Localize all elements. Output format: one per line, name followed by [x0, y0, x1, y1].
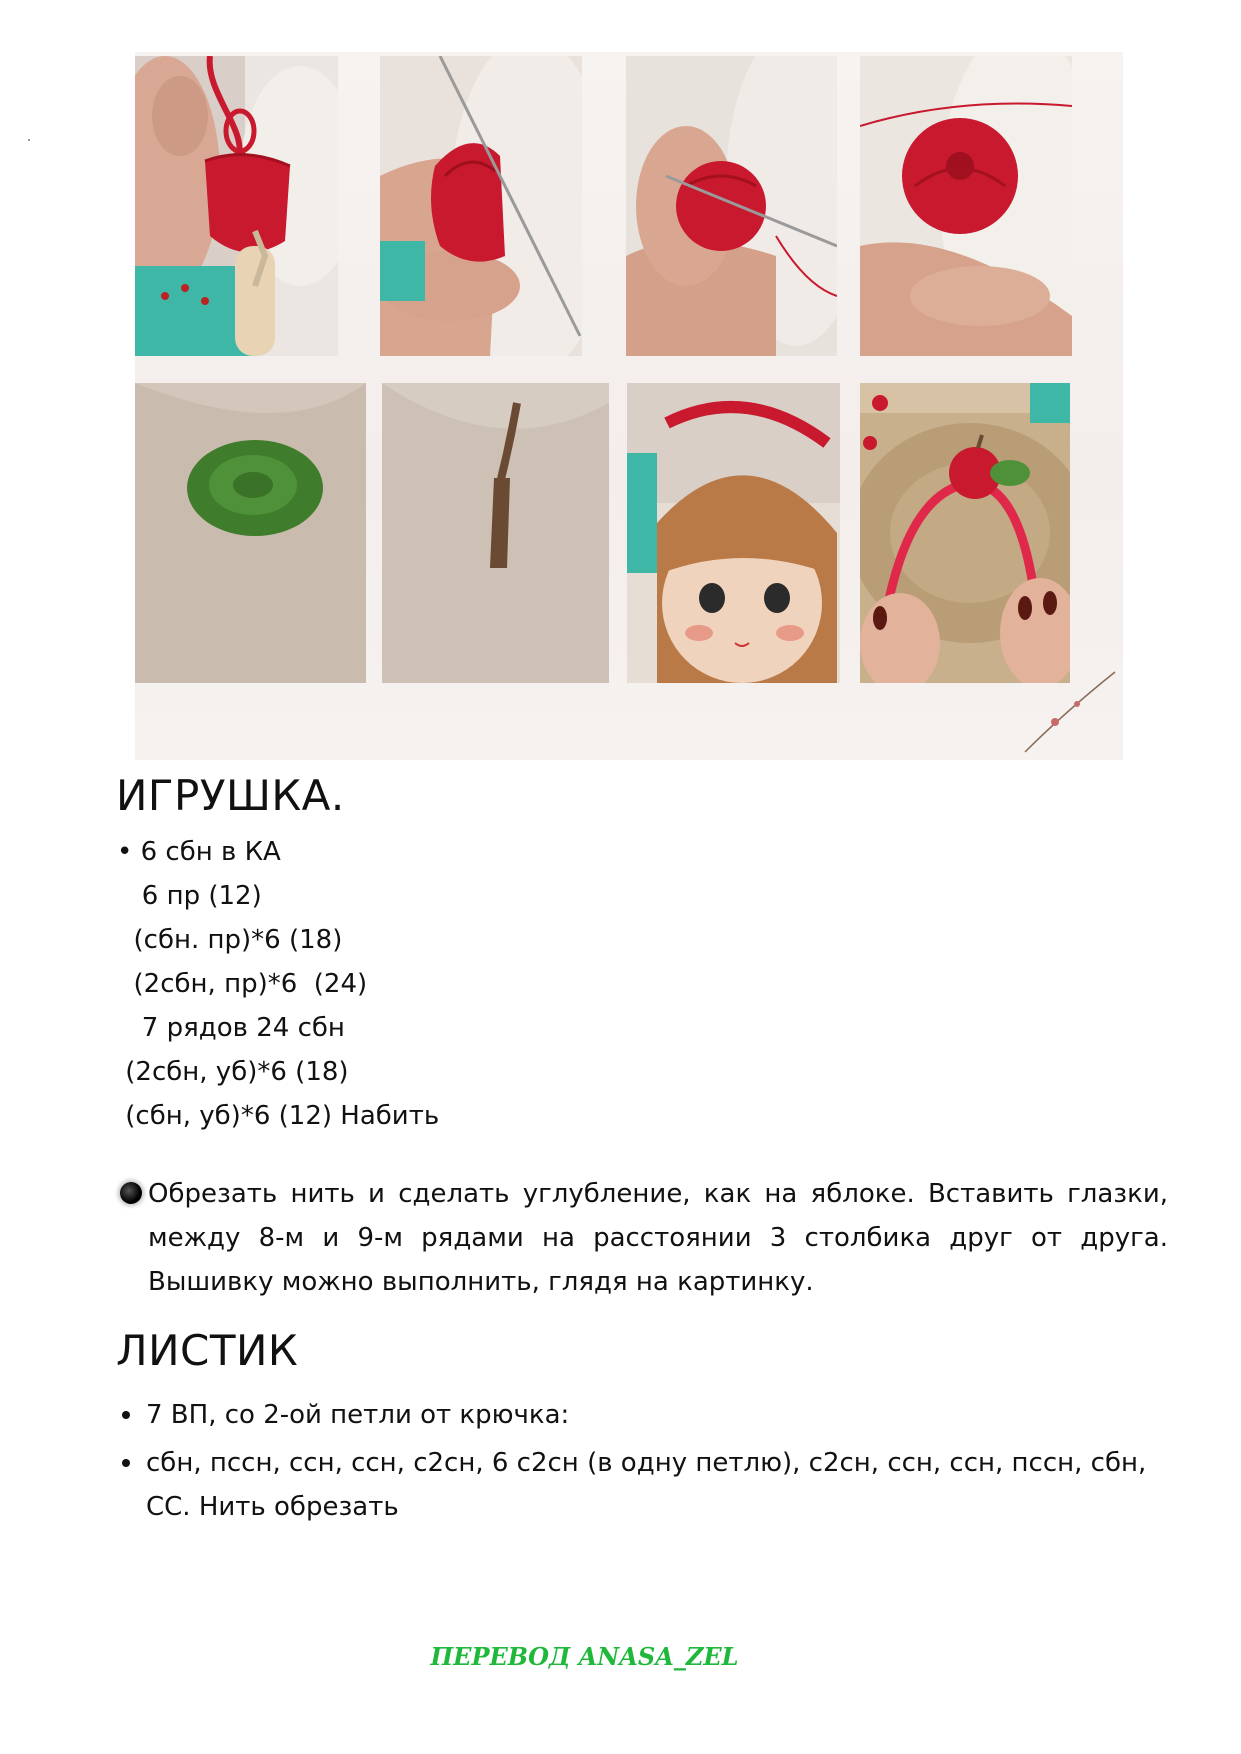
leaf-list-item: 7 ВП, со 2-ой петли от крючка:	[120, 1393, 1160, 1437]
leaf-list-item: сбн, пссн, ссн, ссн, с2сн, 6 с2сн (в одну петлю), с2сн, ссн, ссн, пссн, сбн, СС. Нить обрезать	[120, 1441, 1160, 1529]
toy-row: (2сбн, уб)*6 (18)	[117, 1057, 349, 1087]
toy-title: ИГРУШКА.	[116, 771, 345, 820]
note-bullet-icon	[120, 1182, 142, 1204]
photo-green-leaf	[135, 383, 366, 683]
toy-row: 6 пр (12)	[117, 881, 262, 911]
leaf-title: ЛИСТИК	[116, 1326, 299, 1375]
photo-finished-headband	[860, 383, 1070, 683]
photo-doll-with-headband	[627, 383, 840, 683]
leaf-list	[120, 1393, 1160, 1529]
photo-brown-stem	[382, 383, 609, 683]
toy-row: 7 рядов 24 сбн	[117, 1013, 345, 1043]
toy-row: (2сбн, пр)*6 (24)	[117, 969, 368, 999]
toy-row: • 6 сбн в КА	[117, 837, 281, 867]
decorative-branch	[1015, 652, 1123, 760]
photo-red-piece-with-needle	[380, 56, 582, 356]
photo-panel	[135, 52, 1123, 760]
translator-credit: ПЕРЕВОД ANASA_ZEL	[430, 1642, 739, 1671]
photo-red-cup-with-yarn	[135, 56, 338, 356]
photo-finished-red-ball	[860, 56, 1072, 356]
scan-speck	[28, 139, 30, 141]
toy-row: (сбн. пр)*6 (18)	[117, 925, 343, 955]
photo-red-ball-with-needle	[626, 56, 837, 356]
toy-note-text: Обрезать нить и сделать углубление, как на яблоке. Вставить глазки, между 8-м и 9-м рядами на расстоянии 3 столбика друг от друга. Вышивку можно выполнить, глядя на картинку.	[148, 1179, 1168, 1297]
toy-row: (сбн, уб)*6 (12) Набить	[117, 1101, 440, 1131]
toy-note	[120, 1172, 1168, 1304]
toy-rows	[117, 830, 439, 1138]
